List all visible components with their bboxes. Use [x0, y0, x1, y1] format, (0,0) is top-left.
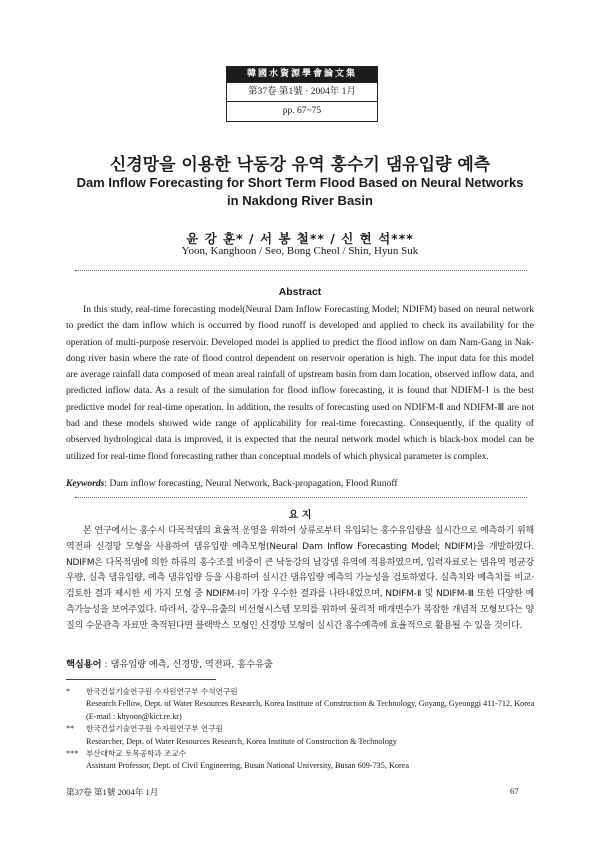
- summary-heading: 요 지: [288, 510, 312, 521]
- footnote: [66, 686, 536, 723]
- abstract-heading: Abstract: [278, 286, 322, 298]
- footnote-ko: 한국건설기술연구원 수자원연구부 연구원: [86, 724, 223, 734]
- footnote-ko: 부산대학교 토목공학과 조교수: [86, 749, 187, 759]
- page-footer-volume: 第37卷 第1號 2004年 1月: [66, 787, 159, 797]
- footnote-en: Assistant Professor, Dept. of Civil Engineering, Busan National University, Busan 609-735, Korea: [86, 761, 409, 771]
- keywords-line: [66, 477, 534, 491]
- footnote: [66, 723, 536, 748]
- keywords-korean-label: 핵심용어: [66, 659, 102, 670]
- journal-name: 韓國水資源學會論文集: [227, 67, 377, 82]
- keywords-label: Keywords: [66, 478, 105, 489]
- footnote-mark: **: [66, 724, 75, 734]
- summary-body: 본 연구에서는 홍수시 다목적댐의 효율적 운영을 위하여 상류로부터 유입되는 홍수유입량을 실시간으로 예측하기 위해 역전파 신경망 모형을 사용하여 댐유입량 예측모형(Neural Dam Inflow Forecasting Model; NDIFM)을 개발하였다. NDIFM은 다목적댐에 의한 하류의 홍수조절 비중이 큰 낙동강의 남강댐 유역에 적용하였으며, 입력자료로는 댐유역 평균강우량, 실측 댐유입량, 예측 댐유입량 등을 사용하여 실시간 댐유입량 예측의 가능성을 검토하였다. 실측치와 예측치를 비교·검토한 결과 제시한 세 가지 모형 중 NDIFM-Ⅰ이 가장 우수한 결과를 나타내었으며, NDIFM-Ⅱ 및 NDIFM-Ⅲ 또한 다양한 예측가능성을 보여주었다. 따라서, 강우-유출의 비선형시스템 모의를 위하여 물리적 매개변수가 복잡한 개념적 모형보다는 양질의 수문관측 자료만 축적된다면 블랙박스 모형인 신경망 모형이 실시간 홍수예측에 효율적으로 활용될 수 있을 것이다.: [66, 526, 534, 631]
- authors-korean: 윤 강 훈* / 서 봉 철** / 신 현 석***: [186, 231, 414, 246]
- footnote-email: (E-mail : khyoon@kict.re.kr): [86, 711, 182, 721]
- keywords-korean-line: [66, 656, 534, 670]
- page-number: 67: [510, 786, 519, 796]
- footnote-ko: 한국건설기술연구원 수자원연구부 수석연구원: [86, 687, 238, 696]
- title-english-line-1: Dam Inflow Forecasting for Short Term Flood Based on Neural Networks: [76, 175, 524, 190]
- footnote-rule: [66, 679, 216, 680]
- keywords-korean-text: : 댐유입량 예측, 신경망, 역전파, 홍수유출: [101, 659, 273, 670]
- journal-pages: pp. 67~75: [227, 101, 377, 120]
- footnotes: [66, 686, 536, 773]
- footnote-en: Researcher, Dept. of Water Resources Research, Korea Institute of Construction & Technology: [86, 736, 397, 746]
- abstract-body: In this study, real-time forecasting model(Neural Dam Inflow Forecasting Model; NDIFM) based on neural network to predict the dam inflow which is occurred by flood runoff is developed and applied to check its availability for the operation of multi-purpose reservoir. Developed model is applied to predict the flood inflow on dam Nam-Gang in Nak-dong river basin where the rate of flood control dependent on reservoir operation is high. The input data for this model are average rainfall data composed of mean areal rainfall of upstream basin from dam location, observed inflow data, and predicted inflow data. As a result of the simulation for flood inflow forecasting, it is found that NDIFM-Ⅰ is the best predictive model for real-time operation. In addition, the results of forecasting used on NDIFM-Ⅱ and NDIFM-Ⅲ are not bad and these models showed wide range of applicability for real-time forecasting. Consequently, if the quality of observed hydrological data is improved, it is expected that the neural network model which is black-box model can be utilized for real-time flood forecasting rather than conceptual models of which physical parameter is complex.: [66, 304, 534, 462]
- footnote-mark: ***: [66, 749, 79, 759]
- title-english: [0, 174, 600, 210]
- title-korean: 신경망을 이용한 낙동강 유역 홍수기 댐유입량 예측: [109, 155, 491, 175]
- divider: [75, 497, 527, 498]
- footnote-en: Research Fellow, Dept. of Water Resources Research, Korea Institute of Construction & Technology, Goyang, Gyeonggi 411-712, Korea: [86, 699, 535, 709]
- title-english-line-2: in Nakdong River Basin: [227, 193, 373, 208]
- footnote: [66, 748, 536, 773]
- keywords-text: : Dam inflow forecasting, Neural Network, Back-propagation, Flood Runoff: [104, 478, 398, 489]
- journal-info-box: [226, 66, 378, 122]
- divider: [75, 270, 527, 271]
- authors-english: Yoon, Kanghoon / Seo, Bong Cheol / Shin, Hyun Suk: [181, 245, 419, 257]
- journal-volume: 第37卷 第1號 · 2004年 1月: [227, 82, 377, 101]
- footnote-mark: *: [66, 687, 71, 696]
